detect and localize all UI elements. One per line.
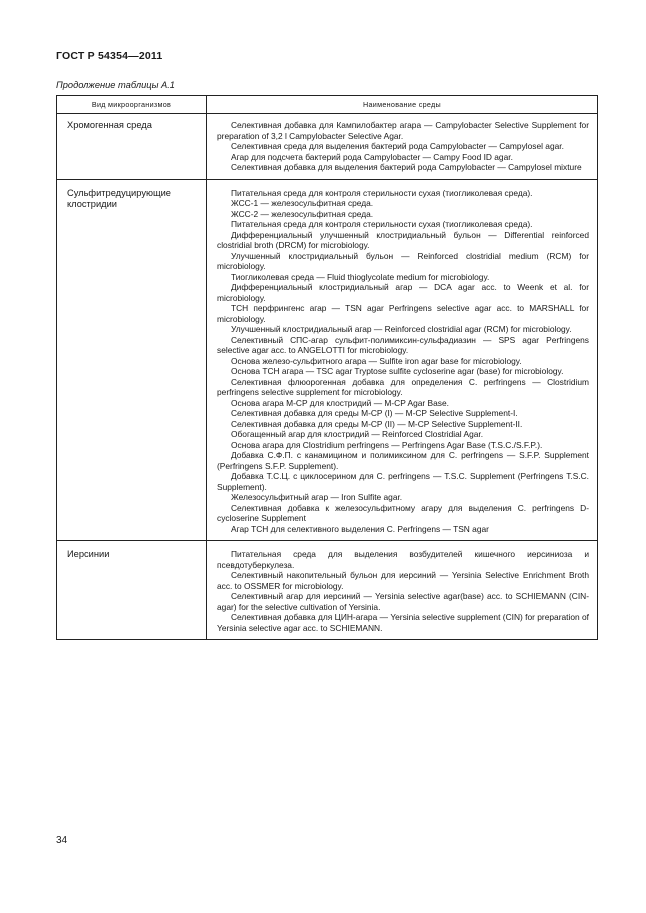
column-header-organism: Вид микроорганизмов bbox=[57, 96, 207, 114]
media-entry: Селективная добавка для среды M-CP (I) — M-CP Selective Supplement-I. bbox=[231, 408, 518, 418]
media-entry: Селективная добавка к железосульфитному агару для выделения C. perfringens D-cycloserine Supplement bbox=[217, 502, 589, 523]
media-entry: Основа ТСН агара — TSC agar Tryptose sulfite cycloserine agar (base) for microbiology. bbox=[231, 366, 564, 376]
media-entry: Селективная добавка для Кампилобактер агара — Campylobacter Selective Supplement for preparation of 3,2 l Campylobacter Selective Agar. bbox=[217, 120, 589, 141]
organism-cell: Иерсинии bbox=[57, 541, 207, 640]
media-entry: Основа агара M-CP для клостридий — M-CP Agar Base. bbox=[231, 397, 449, 408]
media-entry: Селективная добавка для ЦИН-агара — Yersinia selective supplement (CIN) for preparation of Yersinia selective agar acc. to SCHIEMANN. bbox=[217, 612, 589, 633]
table-row bbox=[57, 541, 598, 640]
media-entry: Селективный накопительный бульон для иерсиний — Yersinia Selective Enrichment Broth acc. to OSSMER for microbiology. bbox=[217, 570, 589, 591]
media-entry: Улучшенный клостридиальный агар — Reinforced clostridial agar (RCM) for microbiology. bbox=[231, 324, 572, 334]
media-entry: ТСН перфрингенс агар — TSN agar Perfringens selective agar acc. to MARSHALL for microbiology. bbox=[217, 303, 589, 324]
media-entry: Добавка Т.С.Ц. с циклосерином для C. perfringens — T.S.C. Supplement (Perfringens T.S.C. Supplement). bbox=[217, 471, 589, 492]
media-entry: ЖСС-1 — железосульфитная среда. bbox=[231, 198, 374, 208]
media-entry: Селективная среда для выделения бактерий рода Campylobacter — Campylosel agar. bbox=[231, 141, 564, 151]
media-entry: Улучшенный клостридиальный бульон — Reinforced clostridial medium (RCM) for microbiology. bbox=[217, 250, 589, 271]
media-entry: Селективная флюорогенная добавка для определения C. perfringens — Clostridium perfringens selective supplement for microbiology. bbox=[217, 376, 589, 397]
media-entry: Питательная среда для контроля стерильности сухая (тиогликолевая среда). bbox=[231, 219, 533, 229]
table-caption: Продолжение таблицы А.1 bbox=[56, 80, 175, 90]
media-entry: Селективный агар для иерсиний — Yersinia selective agar(base) acc. to SCHIEMANN (CIN-agar) for the selective cultivation of Yersinia. bbox=[217, 591, 589, 612]
media-cell bbox=[207, 541, 598, 640]
organism-cell: Хромогенная среда bbox=[57, 114, 207, 180]
media-entry: Железосульфитный агар — Iron Sulfite agar. bbox=[231, 492, 403, 502]
column-header-media: Наименование среды bbox=[207, 96, 598, 114]
media-entry: Питательная среда для контроля стерильности сухая (тиогликолевая среда). bbox=[231, 187, 533, 198]
media-entry: Дифференциальный клостридиальный агар — DCA agar acc. to Weenk et al. for microbiology. bbox=[217, 282, 589, 303]
document-number: ГОСТ Р 54354—2011 bbox=[56, 50, 163, 62]
media-entry: Питательная среда для выделения возбудителей кишечного иерсиниоза и псевдотуберкулеза. bbox=[217, 549, 589, 570]
media-entry: Обогащенный агар для клостридий — Reinforced Clostridial Agar. bbox=[231, 429, 484, 439]
media-entry: Добавка С.Ф.П. с канамицином и полимиксином для C. perfringens — S.F.P. Supplement (Perfringens S.F.P. Supplement). bbox=[217, 450, 589, 471]
media-entry: Селективная добавка для выделения бактерий рода Campylobacter — Campylosel mixture bbox=[231, 162, 582, 172]
media-entry: Агар для подсчета бактерий рода Campylobacter — Campy Food ID agar. bbox=[231, 151, 513, 162]
table-row bbox=[57, 114, 598, 180]
media-entry: ЖСС-2 — железосульфитная среда. bbox=[231, 208, 374, 219]
media-entry: Агар ТСН для селективного выделения C. Perfringens — TSN agar bbox=[231, 523, 489, 534]
table-header-row bbox=[57, 96, 598, 114]
media-entry: Селективная добавка для среды M-CP (II) — M-CP Selective Supplement-II. bbox=[231, 418, 523, 429]
page-number: 34 bbox=[56, 835, 68, 846]
media-entry: Основа железо-сульфитного агара — Sulfite iron agar base for microbiology. bbox=[231, 355, 522, 366]
media-cell bbox=[207, 179, 598, 541]
organism-cell: Сульфитредуцирующие клостридии bbox=[57, 179, 207, 541]
media-entry: Селективный СПС-агар сульфит-полимиксин-сульфадиазин — SPS agar Perfringens selective agar acc. to ANGELOTTI for microbiology. bbox=[217, 334, 589, 355]
media-cell bbox=[207, 114, 598, 180]
media-table bbox=[56, 95, 598, 640]
media-entry: Основа агара для Clostridium perfringens — Perfringens Agar Base (T.S.C./S.F.P.). bbox=[231, 439, 543, 450]
media-entry: Тиогликолевая среда — Fluid thioglycolate medium for microbiology. bbox=[231, 271, 490, 282]
media-entry: Дифференциальный улучшенный клостридиальный бульон — Differential reinforced clostridial broth (DRCM) for microbiology. bbox=[217, 229, 589, 250]
table-row bbox=[57, 179, 598, 541]
